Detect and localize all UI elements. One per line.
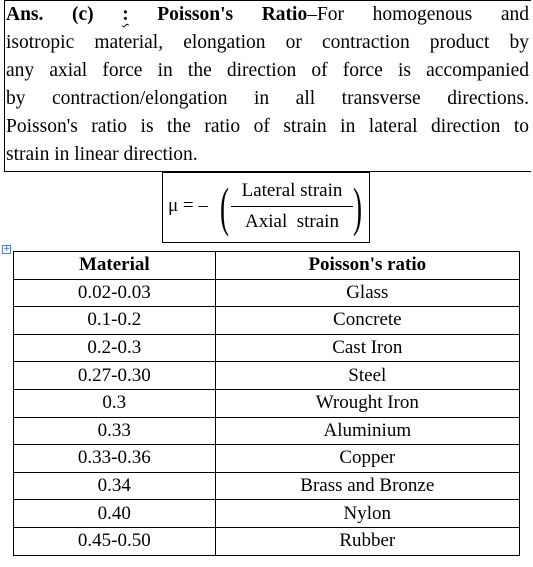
table-row [14, 472, 520, 500]
formula-numerator: Lateral strain [241, 180, 343, 201]
table-row [14, 307, 520, 335]
poisson-ratio-formula [162, 172, 370, 243]
answer-line-4: by contraction/elongation in all transverse directions. [6, 88, 529, 109]
table-cell: 0.1-0.2 [14, 307, 216, 335]
answer-line-2: isotropic material, elongation or contraction product by [6, 32, 529, 53]
table-cell: Copper [215, 445, 519, 473]
table-row [14, 279, 520, 307]
table-cell: Cast Iron [215, 334, 519, 362]
table-cell: Wrought Iron [215, 389, 519, 417]
table-cell: 0.33-0.36 [14, 445, 216, 473]
table-cell: 0.34 [14, 472, 216, 500]
formula-right-paren: ) [353, 177, 362, 237]
table-cell: 0.33 [14, 417, 216, 445]
table-cell: Glass [215, 279, 519, 307]
answer-line-1 [6, 1, 529, 29]
table-row [14, 362, 520, 390]
answer-text-block [4, 0, 531, 172]
answer-line-5: Poisson's ratio is the ratio of strain in lateral direction to [6, 116, 529, 137]
formula-fraction-bar [231, 206, 353, 207]
poisson-ratio-table [13, 251, 520, 556]
table-cell: Brass and Bronze [215, 472, 519, 500]
table-row [14, 334, 520, 362]
table-cell: Steel [215, 362, 519, 390]
answer-separator: : [122, 4, 129, 25]
table-cell: Rubber [215, 527, 519, 555]
table-header-row [14, 252, 520, 280]
table-cell: Aluminium [215, 417, 519, 445]
table-cell: 0.40 [14, 500, 216, 528]
move-cross-icon[interactable]: + [3, 244, 11, 254]
table-cell: Concrete [215, 307, 519, 335]
table-row [14, 500, 520, 528]
table-cell: 0.45-0.50 [14, 527, 216, 555]
table-cell: 0.3 [14, 389, 216, 417]
column-header-poissons-ratio: Poisson's ratio [215, 252, 519, 280]
answer-heading: Poisson's Ratio [157, 4, 308, 25]
table-row [14, 389, 520, 417]
formula-denominator: Axial strain [245, 211, 339, 232]
answer-prefix: Ans. (c) [6, 4, 94, 25]
table-cell: 0.2-0.3 [14, 334, 216, 362]
column-header-material: Material [14, 252, 216, 280]
formula-left-paren: ( [220, 177, 229, 237]
answer-line-6: strain in linear direction. [6, 144, 198, 165]
table-row [14, 445, 520, 473]
formula-lhs: μ = – [168, 195, 208, 216]
table-row [14, 417, 520, 445]
table-cell: Nylon [215, 500, 519, 528]
answer-line-text: –For homogenous and [307, 4, 530, 25]
table-cell: 0.02-0.03 [14, 279, 216, 307]
table-cell: 0.27-0.30 [14, 362, 216, 390]
table-row [14, 527, 520, 555]
answer-line-3: any axial force in the direction of force is accompanied [6, 60, 529, 81]
